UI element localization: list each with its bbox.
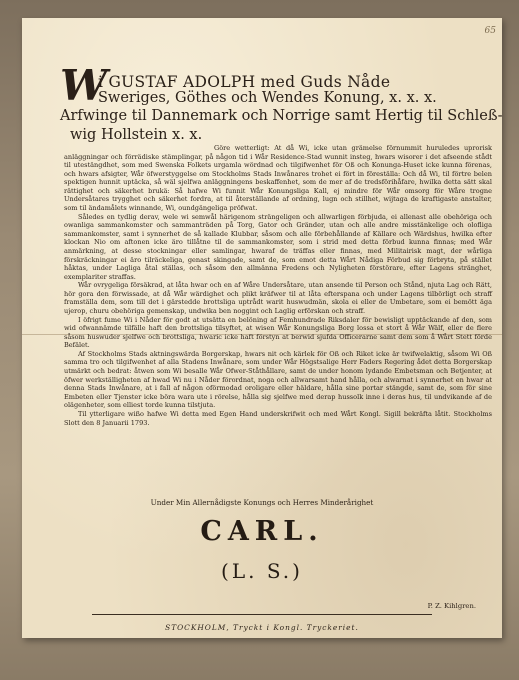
body-paragraph: Således en tydlig derav, wele wi semwål härigenom strängeligen och allwarligen förbjuda, ei allenast alle obehöriga och owanliga sammankomster och sammanträden på Torg, Gator och Gränder, utan och alle andre misstänkelige och olofliga sammankomster, samt i synnerhet de så kallade Klubbar, såsom och alle förbehållande af Källare och Wärdshus, hwilka efter klockan Nio om aftonen icke äro tillåtne til de sammankomster, som i strid med detta förbud kunna finnas; med Wår anmärkning, at desse stockningar eller samlingar, hwaraf de träffas eller finnas, med Militairisk magt, der wårliga förskräckningar ei äro tilräckeliga, genast skingade, samt de, som emot detta Wårt Nådiga Förbud sig förbryta, på stället håktas, under Lagliga åtal ställas, och såsom den allmänna Fredens och Nyligheten förstörare, efter Lagens stränghet, exemplariter straffas. xyxy=(64,212,492,281)
body-paragraph: Göre wetterligt: At då Wi, icke utan grämelse förnummit huruledes uprorisk anläggningar och förrädiske stämplingar, på någon tid i Wår Residence-Stad wunnit insteg, hwars wisorer i det afseende stådt til utestängdhet, som med Swenska Folkets urgamla wördnad och tilgifwenhet för Oß och Konunga-Huset icke kunna förenas, och hwars afsigter, Wår öfwerstyggelse om Stockholms Stads Inwånares trohet ei fört in föreställa: Och då Wi, til förtre belen spektigen hunnit uptäcka, så wäl sjelfwa anläggningens beskaffenhet, som de mer af de tredsförihåfare, hwilka detta sätt skal rättighet och säkerhet brukä: Så hafwe Wi funnit Wår Konungsliga Kall, ej mindre för Wår omsorg för Wåre trogne Undersåtares trygghet och säkerhet fordra, at til återställande af ordning, lugn och stillhet, wijtaga de kraftigaste anstalter, som til ändamålets winnande, Wi, oundgängeliga pröfwat. xyxy=(64,144,492,213)
title-line-1: i GUSTAF ADOLPH med Guds Nåde xyxy=(98,73,391,91)
royal-signature: CARL. xyxy=(200,516,324,547)
countersignature: P. Z. Kihlgren. xyxy=(427,602,476,610)
regency-line: Under Min Allernådigste Konungs och Herres Minderårighet xyxy=(150,498,374,507)
proclamation-body xyxy=(64,144,492,427)
seal-mark: (L. S.) xyxy=(221,559,303,583)
title-line-3: Arfwinge til Dannemark och Norrige samt Hertig til Schleß- xyxy=(60,108,503,124)
body-paragraph: Af Stockholms Stads aktningswärda Borgerskap, hwars nit och kärlek för Oß och Riket icke är twifwelaktig, såsom Wi Oß samma tro och tilgifwenhet af alla Stadens Inwånare, som under Wår Högstsalige Herr Faders Regering ådet detta Borgerskap utmärkt och bedrat: åtwen som Wi besalle Wår Ofwer-Ståthållare, samt de under honom lydande Embetsman och Betjenter, at öfwer werkställigheten af hwad Wi nu i Nåder förordnat, noga och allwarsamt hand hålla, och alwarnat i synnerhet en hwar at denna Stads Inwånare, at i fall af någon oförmodad oroligare eller häldare, hålla sine portar stängde, samt de, som för sine Embeten eller Tjenster icke böra wara ute i rörelse, hålla sig sjelfwe med derap hussolk inne i deras hus, til undvikande af de olägenheter, som elliest torde kunna tilstjuta. xyxy=(64,349,492,410)
body-paragraph: Wår ovrygeliga försäkrad, at låta hwar och en af Wåre Undersåtare, utan ansende til Person och Stånd, njuta Lag och Rätt, hör gora den förwissade, at då Wår wärdighet och plikt kräfwer til at låta efterspana och under Lagens tilbörligt och straff framställa dem, som till det i gärstedde brottsliga uptrådt warit huswudmän, skola ei eller de Umbetare, som ei bemött äga ujerop, churu obehöriga gemenskap, undwika ben noggint och Laglig erförskan och straff. xyxy=(64,281,492,315)
body-paragraph: I öfrigt fume Wi i Nåder för godt at utsätta en belöning af Femhundrade Riksdaler för bewisligt upptäckande af den, som wid ofwannämde tilfälle haft den brottsliga tilsyftet, at wisen Wår Konungsliga Borg lossa et stort å Wår Wälf, eller de flere såsom huswuder sjelfwe och brottsliga, hwaric icke haft förstyn at berwid sjufda Officerarne samt dem som å Wårt Stett förde Befälet. xyxy=(64,315,492,350)
title-line-2: Sweriges, Göthes och Wendes Konung, x. x. x. xyxy=(98,90,437,106)
page-number: 65 xyxy=(484,26,496,36)
decorated-initial: W xyxy=(60,61,108,110)
document-sheet xyxy=(22,18,502,638)
printer-imprint: STOCKHOLM, Tryckt i Kongl. Tryckeriet. xyxy=(165,623,359,632)
divider-rule xyxy=(92,614,432,615)
title-line-4: wig Hollstein x. x. xyxy=(70,127,203,143)
body-paragraph: Til ytterligare wißo hafwe Wi detta med Egen Hand underskrifwit och med Wårt Kongl. Sigill bekräfta låtit. Stockholms Slott den 8 Januarii 1793. xyxy=(64,409,492,427)
